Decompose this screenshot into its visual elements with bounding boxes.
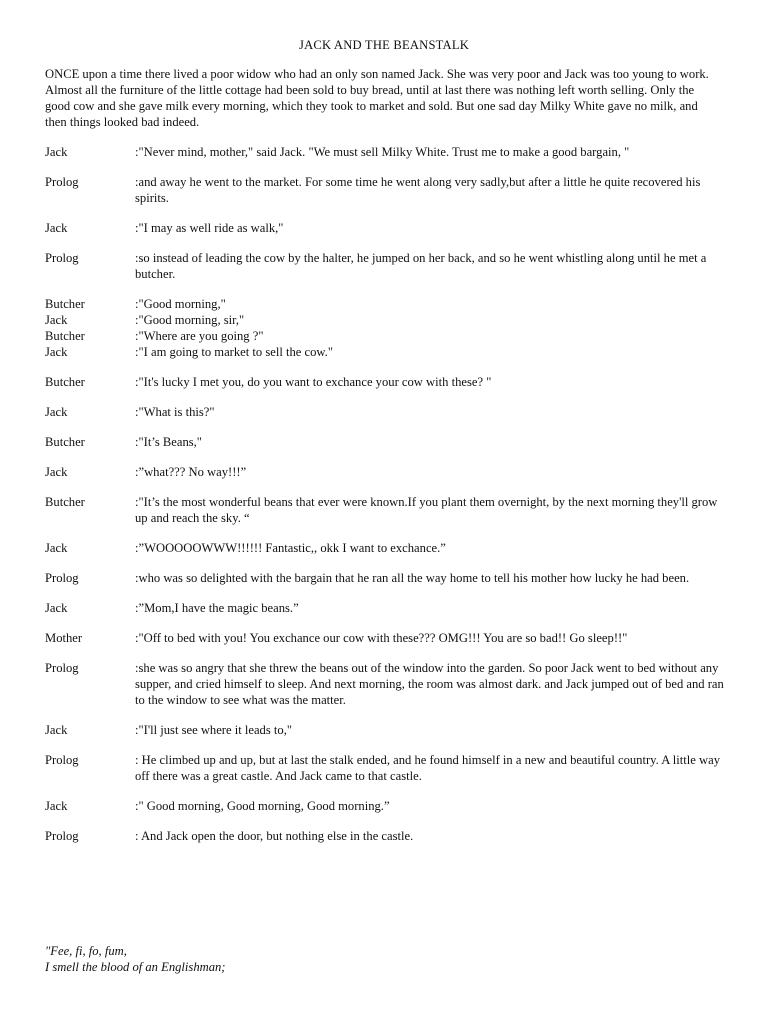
dialogue-block xyxy=(45,464,725,480)
dialogue-block xyxy=(45,798,725,814)
speech-text: :" Good morning, Good morning, Good morning.” xyxy=(135,799,390,813)
dialogue-line xyxy=(45,752,725,784)
speaker-name: Butcher xyxy=(45,375,85,389)
speech-text: :"It's lucky I met you, do you want to exchance your cow with these? " xyxy=(135,375,492,389)
dialogue-script xyxy=(45,144,725,858)
speaker-name: Butcher xyxy=(45,329,85,343)
dialogue-block xyxy=(45,174,725,206)
dialogue-line xyxy=(45,344,725,360)
dialogue-line xyxy=(45,312,725,328)
dialogue-line xyxy=(45,828,725,844)
speech-text: :who was so delighted with the bargain that he ran all the way home to tell his mother how lucky he had been. xyxy=(135,571,690,585)
speaker-name: Jack xyxy=(45,465,68,479)
dialogue-line xyxy=(45,250,725,282)
dialogue-block xyxy=(45,250,725,282)
dialogue-line xyxy=(45,374,725,390)
dialogue-block xyxy=(45,600,725,616)
speech-text: : He climbed up and up, but at last the stalk ended, and he found himself in a new and beautiful country. A little way off there was a great castle. And Jack came to that castle. xyxy=(135,753,720,783)
verse-quote xyxy=(45,943,226,975)
dialogue-line xyxy=(45,434,725,450)
dialogue-block xyxy=(45,220,725,236)
speaker-name: Jack xyxy=(45,723,68,737)
dialogue-line xyxy=(45,722,725,738)
dialogue-block xyxy=(45,660,725,708)
dialogue-line xyxy=(45,630,725,646)
dialogue-line xyxy=(45,464,725,480)
speaker-name: Jack xyxy=(45,541,68,555)
document-title: JACK AND THE BEANSTALK xyxy=(298,38,470,52)
dialogue-line xyxy=(45,600,725,616)
speaker-name: Jack xyxy=(45,221,68,235)
speaker-name: Prolog xyxy=(45,753,79,767)
speaker-name: Prolog xyxy=(45,571,79,585)
dialogue-block xyxy=(45,630,725,646)
speaker-name: Jack xyxy=(45,345,68,359)
speech-text: :so instead of leading the cow by the halter, he jumped on her back, and so he went whistling along until he met a butcher. xyxy=(135,251,707,281)
dialogue-block xyxy=(45,296,725,360)
speech-text: :she was so angry that she threw the beans out of the window into the garden. So poor Jack went to bed without any supper, and cried himself to sleep. And next morning, the room was almost dark. and Jack jumped out of bed and ran to the window to see what was the matter. xyxy=(135,661,724,707)
dialogue-block xyxy=(45,722,725,738)
speech-text: :"Where are you going ?" xyxy=(135,329,264,343)
dialogue-line xyxy=(45,798,725,814)
dialogue-block xyxy=(45,540,725,556)
speech-text: :"Good morning, sir," xyxy=(135,313,245,327)
speech-text: : And Jack open the door, but nothing else in the castle. xyxy=(135,829,414,843)
speech-text: :”Mom,I have the magic beans.” xyxy=(135,601,299,615)
speaker-name: Jack xyxy=(45,313,68,327)
dialogue-line xyxy=(45,404,725,420)
speech-text: :”WOOOOOWWW!!!!!! Fantastic,, okk I want to exchance.” xyxy=(135,541,446,555)
dialogue-block xyxy=(45,144,725,160)
verse-line: "Fee, fi, fo, fum, xyxy=(45,944,127,958)
speech-text: :"It’s the most wonderful beans that ever were known.If you plant them overnight, by the next morning they'll grow up and reach the sky. “ xyxy=(135,495,718,525)
dialogue-block xyxy=(45,828,725,844)
dialogue-line xyxy=(45,570,725,586)
dialogue-line xyxy=(45,144,725,160)
speaker-name: Jack xyxy=(45,405,68,419)
speech-text: :"I'll just see where it leads to," xyxy=(135,723,292,737)
speech-text: :"I may as well ride as walk," xyxy=(135,221,284,235)
dialogue-line xyxy=(45,220,725,236)
speaker-name: Prolog xyxy=(45,829,79,843)
dialogue-line xyxy=(45,660,725,708)
speech-text: :"Off to bed with you! You exchance our cow with these??? OMG!!! You are so bad!! Go sleep!!" xyxy=(135,631,628,645)
speaker-name: Butcher xyxy=(45,297,85,311)
speech-text: :"It’s Beans," xyxy=(135,435,202,449)
speaker-name: Butcher xyxy=(45,435,85,449)
speaker-name: Jack xyxy=(45,601,68,615)
speaker-name: Mother xyxy=(45,631,83,645)
dialogue-block xyxy=(45,752,725,784)
speech-text: :”what??? No way!!!” xyxy=(135,465,247,479)
speech-text: :"I am going to market to sell the cow." xyxy=(135,345,333,359)
speaker-name: Jack xyxy=(45,799,68,813)
dialogue-line xyxy=(45,296,725,312)
speech-text: :"What is this?" xyxy=(135,405,215,419)
speech-text: :and away he went to the market. For some time he went along very sadly,but after a little he quite recovered his spirits. xyxy=(135,175,701,205)
dialogue-line xyxy=(45,540,725,556)
dialogue-block xyxy=(45,374,725,390)
speaker-name: Prolog xyxy=(45,661,79,675)
dialogue-line xyxy=(45,328,725,344)
dialogue-line xyxy=(45,494,725,526)
speaker-name: Butcher xyxy=(45,495,85,509)
dialogue-block xyxy=(45,570,725,586)
verse-line: I smell the blood of an Englishman; xyxy=(45,960,226,974)
dialogue-block xyxy=(45,434,725,450)
speech-text: :"Good morning," xyxy=(135,297,226,311)
speaker-name: Jack xyxy=(45,145,68,159)
dialogue-block xyxy=(45,404,725,420)
dialogue-block xyxy=(45,494,725,526)
intro-paragraph: ONCE upon a time there lived a poor widow who had an only son named Jack. She was very poor and Jack was too young to work. Almost all the furniture of the little cottage had been sold to buy bread, until at last there was nothing left worth selling. Only the good cow and she gave milk every morning, which they took to market and sold. But one sad day Milky White gave no milk, and then things looked bad indeed. xyxy=(45,67,709,129)
dialogue-line xyxy=(45,174,725,206)
speaker-name: Prolog xyxy=(45,251,79,265)
speech-text: :"Never mind, mother," said Jack. "We must sell Milky White. Trust me to make a good bargain, " xyxy=(135,145,630,159)
speaker-name: Prolog xyxy=(45,175,79,189)
